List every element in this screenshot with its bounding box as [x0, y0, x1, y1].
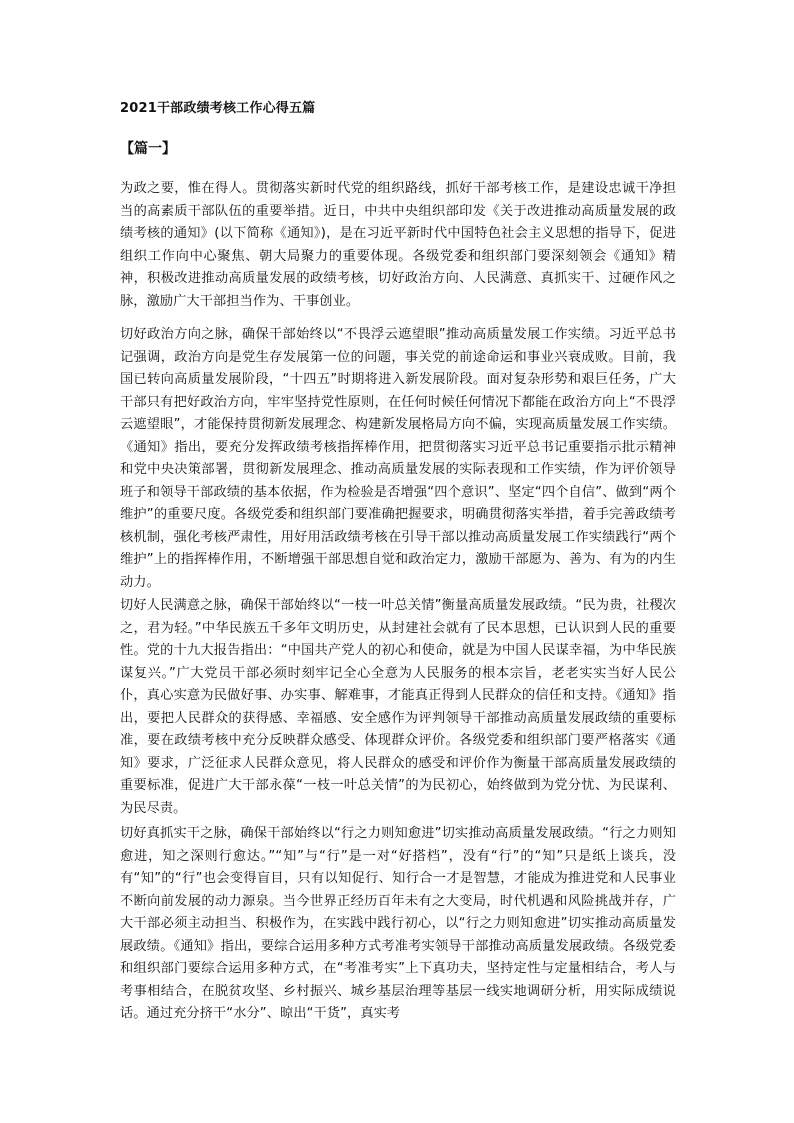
paragraph: 切好政治方向之脉，确保干部始终以“不畏浮云遮望眼”推动高质量发展工作实绩。习近平总书记强调，政治方向是党生存发展第一位的问题，事关党的前途命运和事业兴衰成败。目前，我国已转向高质量发展阶段，“十四五”时期将进入新发展阶段。面对复杂形势和艰巨任务，广大干部只有把好政治方向，牢牢坚持党性原则，在任何时候任何情况下都能在政治方向上“不畏浮云遮望眼”，才能保持贯彻新发展理念、构建新发展格局方向不偏，实现高质量发展工作实绩。《通知》指出，要充分发挥政绩考核指挥棒作用，把贯彻落实习近平总书记重要指示批示精神和党中央决策部署，贯彻新发展理念、推动高质量发展的实际表现和工作实绩，作为评价领导班子和领导干部政绩的基本依据，作为检验是否增强“四个意识”、坚定“四个自信”、做到“两个维护”的重要尺度。各级党委和组织部门要准确把握要求，明确贯彻落实举措，着手完善政绩考核机制，强化考核严肃性，用好用活政绩考核在引导干部以推动高质量发展工作实绩践行“两个维护”上的指挥棒作用，不断增强干部思想自觉和政治定力，激励干部愿为、善为、有为的内生动力。: [120, 327, 676, 590]
section-heading: 【篇一】: [120, 141, 176, 157]
paragraph: 切好人民满意之脉，确保干部始终以“一枝一叶总关情”衡量高质量发展政绩。“民为贵，社稷次之，君为轻。”中华民族五千多年文明历史，从封建社会就有了民本思想，已认识到人民的重要性。党的十九大报告指出：“中国共产党人的初心和使命，就是为中国人民谋幸福，为中华民族谋复兴。”广大党员干部必须时刻牢记全心全意为人民服务的根本宗旨，老老实实当好人民公仆，真心实意为民做好事、办实事、解难事，才能真正得到人民群众的信任和支持。《通知》指出，要把人民群众的获得感、幸福感、安全感作为评判领导干部推动高质量发展政绩的重要标准，要在政绩考核中充分反映群众感受、体现群众评价。各级党委和组织部门要严格落实《通知》要求，广泛征求人民群众意见，将人民群众的感受和评价作为衡量干部高质量发展政绩的重要标准，促进广大干部永葆“一枝一叶总关情”的为民初心，始终做到为党分忧、为民谋利、为民尽责。: [120, 598, 676, 816]
paragraph: 为政之要，惟在得人。贯彻落实新时代党的组织路线，抓好干部考核工作，是建设忠诚干净担当的高素质干部队伍的重要举措。近日，中共中央组织部印发《关于改进推动高质量发展的政绩考核的通知》(以下简称《通知》)，是在习近平新时代中国特色社会主义思想的指导下，促进组织工作向中心聚焦、朝大局聚力的重要体现。各级党委和组织部门要深刻领会《通知》精神，积极改进推动高质量发展的政绩考核，切好政治方向、人民满意、真抓实干、过硬作风之脉，激励广大干部担当作为、干事创业。: [120, 181, 676, 309]
paragraph: 切好真抓实干之脉，确保干部始终以“行之力则知愈进”切实推动高质量发展政绩。“行之力则知愈进，知之深则行愈达。”“知”与“行”是一对“好搭档”，没有“行”的“知”只是纸上谈兵，没有“知”的“行”也会变得盲目，只有以知促行、知行合一才是智慧，才能成为推进党和人民事业不断向前发展的动力源泉。当今世界正经历百年未有之大变局，时代机遇和风险挑战并存，广大干部必须主动担当、积极作为，在实践中践行初心，以“行之力则知愈进”切实推动高质量发展政绩。《通知》指出，要综合运用多种方式考准考实领导干部推动高质量发展政绩。各级党委和组织部门要综合运用多种方式，在“考准考实”上下真功夫，坚持定性与定量相结合，考人与考事相结合，在脱贫攻坚、乡村振兴、城乡基层治理等基层一线实地调研分析，用实际成绩说话。通过充分挤干“水分”、晾出“干货”，真实考: [120, 826, 676, 1021]
document-title: 2021干部政绩考核工作心得五篇: [120, 101, 316, 116]
